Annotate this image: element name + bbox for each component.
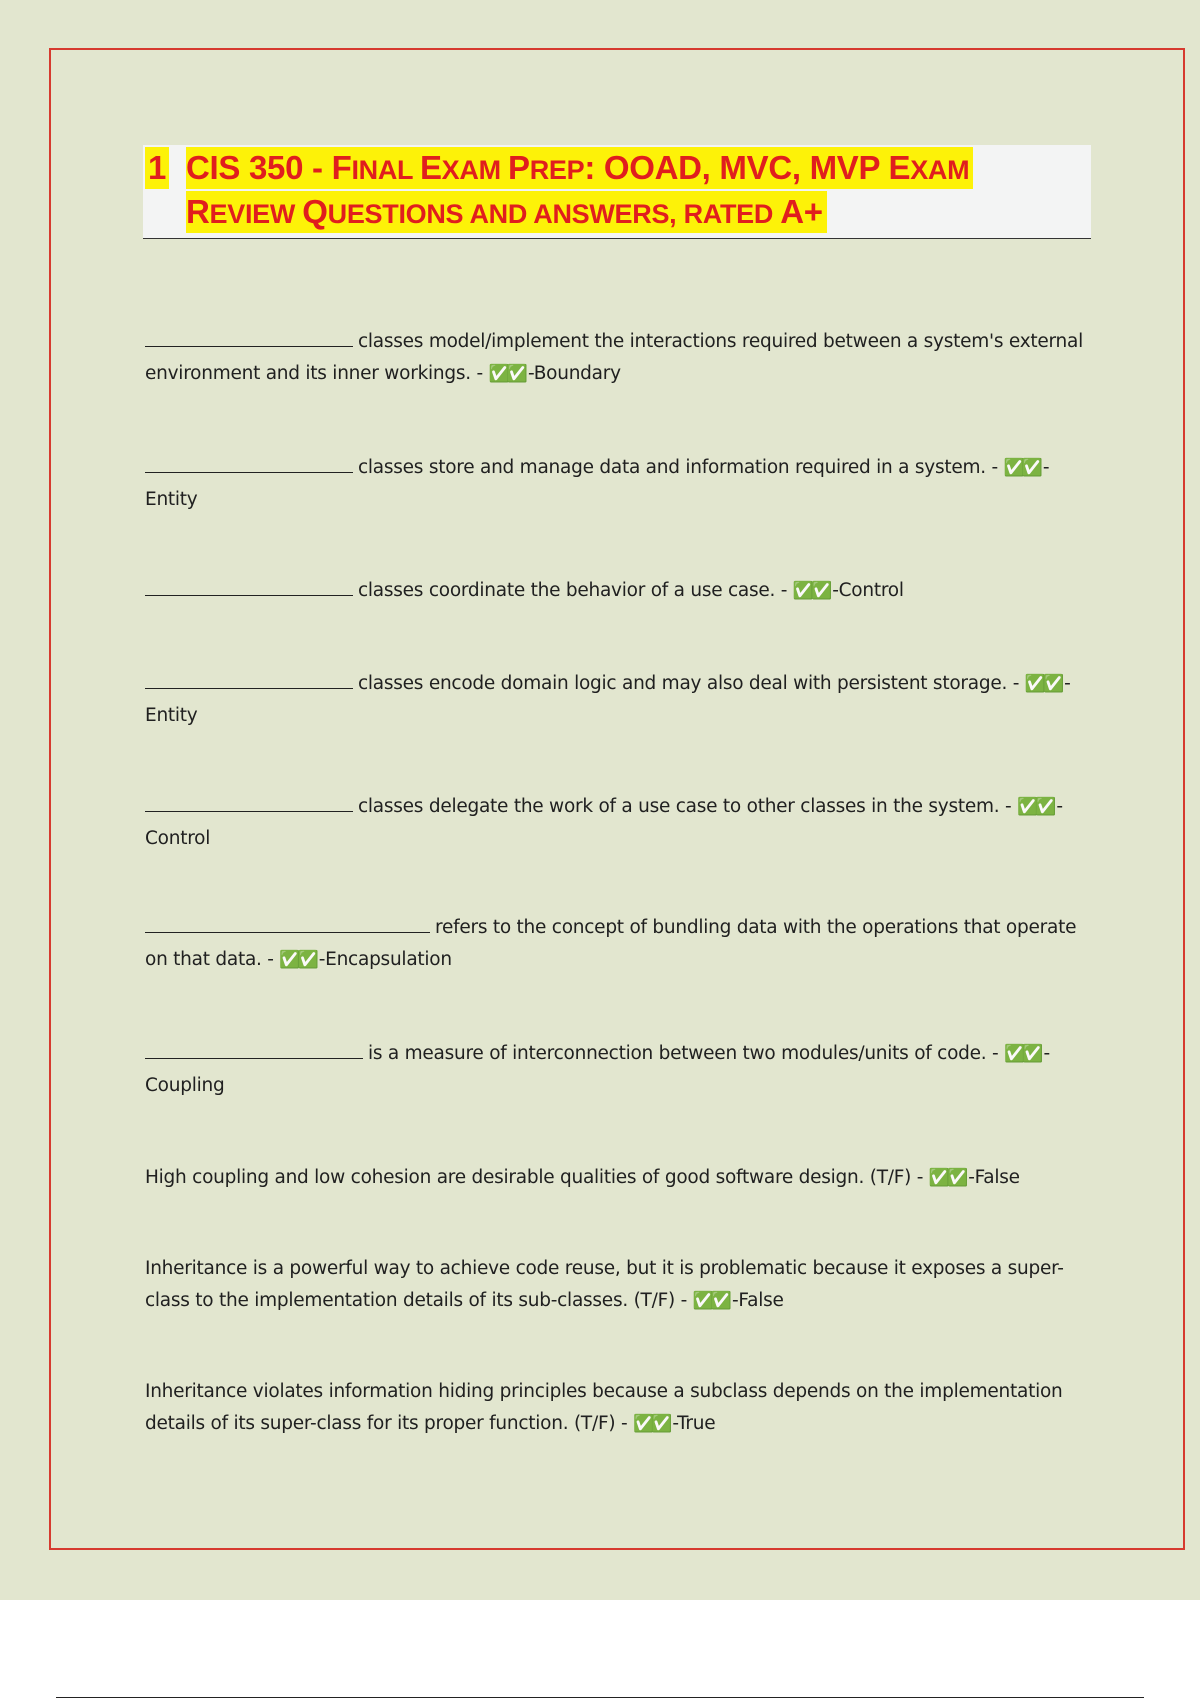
answer-text: -False [731,1290,784,1311]
answer-text: -True [672,1413,716,1434]
answer-blank [145,1038,363,1059]
title-line-1 [186,147,973,189]
check-icon: ✅✅ [792,581,830,601]
question-item [145,1253,1085,1317]
question-item [145,452,1085,516]
question-item [145,791,1085,855]
check-icon: ✅✅ [1004,1044,1041,1064]
heading-number: 1 [145,147,169,189]
title-seg: A+ [780,193,823,230]
answer-text: -Control [832,580,904,601]
answer-text: -Coupling [145,1043,1050,1096]
title-seg: CIS 350 - F [186,149,352,186]
question-text: classes store and manage data and information required in a system. - [358,457,1004,478]
question-text: classes coordinate the behavior of a use case. - [358,580,793,601]
answer-text: -Control [145,796,1063,849]
check-icon: ✅✅ [488,364,525,384]
question-item [145,575,1085,607]
title-seg: E [419,149,442,186]
check-icon: ✅✅ [928,1168,966,1188]
answer-blank [145,452,353,473]
title-seg: XAM [910,155,970,185]
title-seg: R [186,193,210,230]
question-item [145,1162,1085,1194]
question-text: Inheritance violates information hiding principles because a subclass depends on the implementation details of its super-class for its proper function. (T/F) - [145,1381,1063,1434]
question-item [145,1038,1085,1102]
title-seg: UESTIONS AND ANSWERS, RATED [327,199,781,229]
answer-text: -Boundary [527,363,621,384]
answer-blank [145,575,353,596]
title-seg: XAM [441,155,508,185]
check-icon: ✅✅ [692,1291,729,1311]
title-seg: P [507,149,530,186]
check-icon: ✅✅ [1017,797,1054,817]
document-title [143,145,1091,239]
check-icon: ✅✅ [1003,458,1040,478]
answer-blank [145,326,353,347]
answer-blank [145,791,353,812]
question-text: classes encode domain logic and may also deal with persistent storage. - [358,673,1025,694]
check-icon: ✅✅ [1024,674,1062,694]
question-text: is a measure of interconnection between two modules/units of code. - [368,1043,1005,1064]
check-icon: ✅✅ [279,950,316,970]
title-seg: EVIEW [209,199,303,229]
question-text: High coupling and low cohesion are desirable qualities of good software design. (T/F) - [145,1167,929,1188]
question-item [145,326,1085,390]
footer-rule [56,1697,1144,1698]
answer-text: -False [968,1167,1020,1188]
title-line-2 [186,191,827,233]
answer-text: -Entity [145,457,1050,510]
question-item [145,1376,1085,1440]
title-seg: : OOAD, MVC, MVP E [584,149,911,186]
answer-text: -Encapsulation [318,949,452,970]
answer-text: -Entity [145,673,1071,726]
title-seg: REP [529,155,585,185]
question-text: classes model/implement the interactions required between a system's external environment and its inner workings. - [145,331,1084,384]
title-seg: Q [302,193,328,230]
question-text: classes delegate the work of a use case to other classes in the system. - [358,796,1018,817]
question-item [145,668,1085,732]
answer-blank [145,912,430,933]
question-text: Inheritance is a powerful way to achieve code reuse, but it is problematic because it exposes a super-class to the implementation details of its sub-classes. (T/F) - [145,1258,1064,1311]
title-seg: INAL [351,155,420,185]
check-icon: ✅✅ [633,1414,670,1434]
question-item [145,912,1085,976]
answer-blank [145,668,353,689]
question-text: refers to the concept of bundling data with the operations that operate on that data. - [145,917,1077,970]
